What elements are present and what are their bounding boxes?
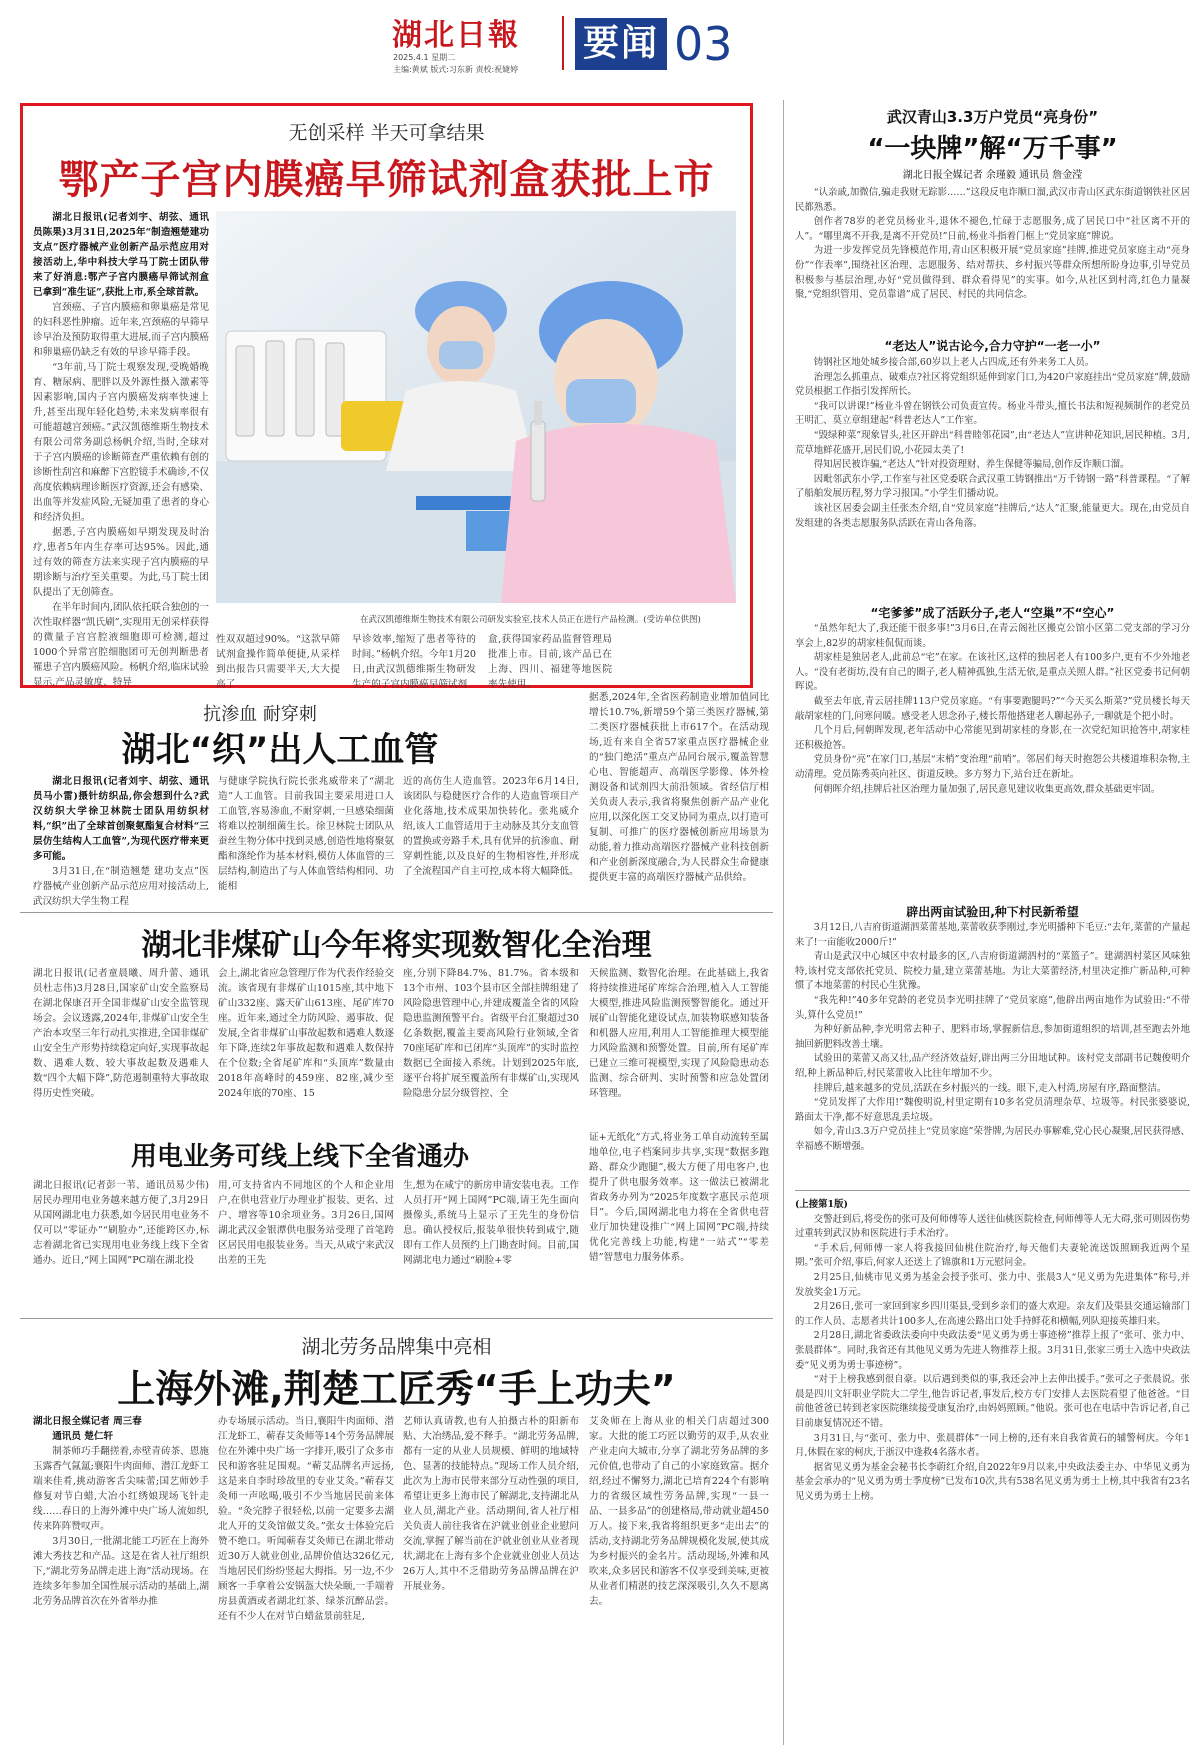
lead-paragraph: 宫颈癌、子宫内膜癌和卵巢癌是常见的妇科恶性肿瘤。近年来,宫颈癌的早筛早诊早治及预防取得重大进展,而子宫内膜癌和卵巢癌仍缺乏有效的早诊早筛手段。 [33, 302, 209, 358]
side-paragraph: 青山是武汉中心城区中农村最多的区,八吉府街道湖泗村的“菜篮子”。建湖泗村菜区风味独特,该村党支部依托党员、院校力量,建立菜蕾基地。为让大菜蕾经济,村里决定推广新品种,可种惯了本地菜蕾的村民心生犹豫。 [795, 951, 1190, 992]
section-name: 要闻 [575, 18, 667, 70]
page-number: 03 [674, 17, 733, 71]
lead-column-3: 早诊效率,缩短了患者等待的时间。”杨帆介绍。今年1月20日,由武汉凯德维斯生物研发生产的子宫内膜癌早筛试剂 [352, 634, 476, 690]
side-headline: “一块牌”解“万千事” [867, 134, 1118, 164]
vessel-paragraph: 湖北日报讯(记者刘宇、胡弦、通讯员马小雷)摄针纺织品,你会想到什么?武汉纺织大学徐卫林院士团队用纺织材料,“织”出了全球首创聚氨酯复合材料“三层仿生结构人工血管”,为现代医疗带来更多可能。 [33, 776, 209, 862]
vessel-paragraph: 3月31日,在“制造翘楚 建功支点”医疗器械产业创新产品示范应用对接活动上,武汉纺织大学生物工程 [33, 866, 209, 907]
side-byline: 湖北日报全媒记者 余瑾毅 通讯员 詹金滢 [902, 170, 1083, 181]
side-paragraph: 2月25日,仙桃市见义勇为基金会授予张可、张力中、张晨3人“见义勇为先进集体”称号,并发放奖金1万元。 [795, 1271, 1190, 1298]
side-paragraph: 如今,青山3.3万户党员挂上“党员家庭”荣誉牌,为居民办事解难,党心民心凝聚,居民获得感、幸福感不断增强。 [795, 1126, 1190, 1152]
vessel-subtitle: 抗渗血 耐穿刺 [203, 704, 317, 725]
side-paragraph: “手术后,何师傅一家人将我接回仙桃住院治疗,每天他们夫妻轮流送饭照顾我近两个星期。”张可介绍,事后,何家人还送上了锦旗和1万元慰问金。 [795, 1242, 1190, 1269]
section-divider [20, 1318, 773, 1319]
labor-paragraph: 制茶师巧手翻搓着,赤壁青砖茶、恩施玉露香气氤氲;襄阳牛肉面师、潜江龙虾工端来佳肴,挑动游客舌尖味蕾;国艺师妙手修复对节白蜡,大冶小红绣娘现场飞针走线……春日的上海外滩中央广场人流如织,传来阵阵赞叹声。 [33, 1446, 209, 1532]
side-paragraph: “毁绿种菜”现象冒头,社区开辟出“科普睦邻花园”,由“老达人”宣讲种花知识,居民种植。3月,荒草地鲜花盛开,居民们说,小花园太美了! [795, 429, 1190, 456]
mine-column-4: 天候监测、数智化治理。在此基础上,我省将持续推进尾矿库综合治理,植入人工智能大模型,推进风险监测预警智能化。通过开展矿山智能化建设试点,加装物联感知装备和机器人应用,利用人工智能推理大模型能力风险监测和预警处置。目前,所有尾矿库已建立三维可视模型,实现了风险隐患动态监测、综合研判、实时预警和应急处置闭环管理。 [589, 968, 769, 1099]
lead-column-2: 性双双超过90%。“这款早筛试剂盒操作简单便捷,从采样到出报告只需要半天,大大提高了 [216, 634, 340, 690]
side-intro [795, 186, 1190, 328]
labor-byline: 湖北日报全媒记者 周三春 [33, 1416, 142, 1427]
lead-subtitle: 无创采样 半天可拿结果 [288, 122, 485, 144]
side-paragraph: 胡家桂是独居老人,此前总“宅”在家。在该社区,这样的独居老人有100多户,更有不少外地老人。“没有老街坊,没有自己的圈子,老人精神孤独,生活无依,是重点关照人群。”社区党委书记何朝晖说。 [795, 652, 1190, 693]
section-divider [795, 1190, 1190, 1191]
power-headline: 用电业务可线上线下全省通办 [130, 1142, 469, 1172]
issue-info [393, 52, 518, 76]
side-paragraph: 为进一步发挥党员先锋模范作用,青山区积极开展“党员家庭”挂牌,推进党员家庭主动“亮身份”“作表率”,围绕社区治理、志愿服务、结对帮扶、乡村振兴等群众所想所盼身边事,引导党员积极参与基层治理,办好“党员做得到、群众看得见”的实事。如今,从社区到村湾,红色力量凝聚,“党组织管用、党员靠谱”成了居民、村民的共同信念。 [795, 245, 1190, 301]
side-kicker: 武汉青山3.3万户党员“亮身份” [886, 108, 1099, 126]
section-divider [20, 912, 773, 913]
side-section-heading: “宅爹爹”成了活跃分子,老人“空巢”不“空心” [870, 606, 1115, 620]
vessel-column-4: 据悉,2024年,全省医药制造业增加值同比增长10.7%,新增59个第三类医疗器械,第二类医疗器械获批上市617个。在活动现场,近有来自全省57家重点医疗器械企业的“独门绝活”重点产品同台展示,覆盖智慧心电、智能超声、高端医学影像、体外检测设备和试剂四大前沿领域。省经信厅相关负责人表示,我省将聚焦创新产品产业化应用,以深化医工交叉协同为重点,以打造可复制、可推广的医疗器械创新应用场景为动能,着力推动高端医疗器械产业科技创新和产业创新深度融合,为人民群众生命健康提供更丰富的高端医疗器械产品供给。 [589, 692, 769, 883]
labor-column-1 [33, 1414, 209, 1746]
side-paragraph: 该社区居委会副主任张杰介绍,自“党员家庭”挂牌后,“达人”汇聚,能量更大。现在,由党员自发组建的各类志愿服务队活跃在青山各角落。 [795, 502, 1190, 529]
mine-column-2: 会上,湖北省应急管理厅作为代表作经验交流。该省现有非煤矿山1015座,其中地下矿山332座、露天矿山613座、尾矿库70座。近年来,通过全力防风险、遏事故、促发展,全省非煤矿山事故起数和遇难人数逐年下降,连续2年事故起数和遇难人数保持在个位数;全省尾矿库和“头顶库”数量由2018年高峰时的459座、82座,减少至2024年底的70座、15 [218, 968, 394, 1099]
side-paragraph: “虽然年纪大了,我还能干很多事!”3月6日,在青云阁社区搬克公馆小区第二党支部的学习分享会上,82岁的胡家桂侃侃而谈。 [795, 623, 1190, 649]
side-paragraph: 3月12日,八吉府街道湖泗菜蕾基地,菜蕾收获季刚过,李光明播种下毛豆:“去年,菜蕾的产量起来了!一亩能收2000斤!” [795, 922, 1190, 948]
labor-headline: 上海外滩,荆楚工匠秀“手上功夫” [117, 1367, 676, 1411]
side-paragraph: 得知居民被诈骗,“老达人”针对投资理财、养生保健等骗局,创作反诈顺口溜。 [813, 459, 1130, 471]
power-column-3: 生,想为在咸宁的新房申请安装电表。工作人员打开“网上国网”PC端,请王先生面向摄像头,系统马上显示了王先生的身份信息。确认授权后,报装单很快转到咸宁,随即有工作人员预约上门勘查时间。目前,国网湖北电力通过“刷脸+零 [403, 1180, 579, 1266]
side-paragraph: 试验田的菜蕾又高又壮,品产经济效益好,辟出两三分田地试种。该村党支部副书记魏俊明介绍,种上新品种后,村民菜蕾收入比往年增加不少。 [795, 1053, 1190, 1079]
power-column-2: 用,可支持省内不同地区的个人和企业用户,在供电营业厅办理业扩报装、更名、过户、增容等10余项业务。3月26日,国网湖北武汉金银潭供电服务站受理了首笔跨区居民用电报装业务。当天,从咸宁来武汉出差的王先 [218, 1180, 394, 1266]
side-section-3 [795, 622, 1190, 892]
side-paragraph: 为种好新品种,李光明常去种子、肥料市场,掌握新信息,参加街道组织的培训,甚至跑去外地抽回新肥料改善土壤。 [795, 1024, 1190, 1050]
labor-column-3: 艺师认真请教,也有人拍摄古朴的阳新布贴、大冶绣品,爱不释手。“湖北劳务品牌,都有一定的从业人员规模、鲜明的地域特色、显著的技能特点。”现场工作人员介绍,此次为上海市民带来部分互动性强的项目,希望让更多上海市民了解湖北,支持湖北从业人员,湖北产业。活动期间,省人社厅相关负责人前往我省在沪就业创业企业慰问交流,掌握了解当前在沪就业创业从业者现状,湖北在上海有多个企业就业创业人员达26万人,其中不乏借助劳务品牌品牌在沪开展业务。 [403, 1416, 579, 1592]
masthead [0, 0, 1200, 95]
lead-column-4: 盒,获得国家药品监督管理局批准上市。目前,该产品已在上海、四川、福建等地医院率先使用。 [488, 634, 612, 690]
lead-paragraph: “3年前,马丁院士观察发现,受晚婚晚育、糖尿病、肥胖以及外源性摄入激素等因素影响,国内子宫内膜癌发病率快速上升,甚至出现年轻化趋势,未来发病率很有可能超越宫颈癌。”武汉凯德维斯生物技术有限公司常务副总杨帆介绍,当时,全球对于子宫内膜癌的诊断筛查严重依赖有创的诊断性刮宫和麻醉下宫腔镜手术确诊,不仅高度依赖病理诊断医疗资源,还会有感染、出血等并发症风险,无疑加重了患者的身心和经济负担。 [33, 362, 209, 523]
issue-date: 2025.4.1 星期二 [393, 53, 456, 62]
side-section-heading: 辟出两亩试验田,种下村民新希望 [906, 905, 1079, 919]
lab-photo [216, 211, 736, 603]
side-paragraph: 交警赶到后,将受伤的张可及何师傅等人送往仙桃医院检查,何师傅等人无大碍,张可则因伤势过重转到武汉协和医院进行手术治疗。 [795, 1213, 1190, 1240]
mine-headline: 湖北非煤矿山今年将实现数智化全治理 [141, 928, 652, 963]
side-paragraph: “我可以讲课!”杨业斗曾在钢铁公司负责宣传。杨业斗带头,擅长书法和短视频制作的老党员王明汇、莫立章组建起“科普老达人”工作室。 [795, 400, 1190, 427]
lead-paragraph: 据悉,子宫内膜癌如早期发现及时治疗,患者5年内生存率可达95%。因此,通过有效的筛查方法来实现子宫内膜癌的早期诊断与治疗至关重要。为此,马丁院士团队提出了无创筛查。 [33, 527, 209, 598]
labor-byline: 通讯员 楚仁轩 [52, 1431, 114, 1442]
vessel-column-1 [33, 774, 209, 907]
side-paragraph: 截至去年底,青云居挂牌113户党员家庭。“有事要跑腿吗?”“今天买么斯菜?”党员楼长每天敲胡家桂的门,问寒问暖。感受老人思念孙子,楼长帮他搭建老人聊起孙子,一聊就是个把小时。 [795, 695, 1190, 722]
lead-paragraph: 在半年时间内,团队依托联合独创的一次性取样器“凯氏刷”,实现用无创采样获得的微量子宫宫腔液细胞即可检测,超过1000个异常宫腔细胞团可无创判断患者罹患子宫内膜癌风险。杨帆介绍,临床试验显示,产品灵敏度、特异 [33, 602, 209, 688]
side-continued-story [795, 1198, 1190, 1746]
mine-column-3: 座,分别下降84.7%、81.7%。省本级和13个市州、103个县市区全部挂牌组建了风险隐患管理中心,并建成覆盖全省的风险隐患监测预警平台。省级平台汇聚超过30亿条数据,覆盖主要高风险行业领域,全省70座尾矿库和已闭库“头顶库”的实时监控数据已全面接入系统。计划到2025年底,逐平台将扩展至覆盖所有非煤矿山,实现风险隐患分层分级管控、全 [403, 968, 579, 1099]
labor-column-4: 艾灸师在上海从业的相关门店超过300家。大批的能工巧匠以勤劳的双手,从农业产业走向大城市,分享了湖北劳务品牌的多元价值,也带动了自己的小家庭致富。据介绍,经过不懈努力,湖北已培育224个有影响力的省级区域性劳务品牌,实现“一县一品、一县多品”的创建格局,带动就业超450万人。接下来,我省将组织更多“走出去”的活动,支持湖北劳务品牌规模化发展,使其成为乡村振兴的金名片。活动现场,外滩和风吹来,众多居民和游客不仅享受到美味,更被从业者们精湛的技艺深深吸引,久久不愿离去。 [589, 1416, 769, 1607]
side-paragraph: “对于上榜我感到很自豪。以后遇到类似的事,我还会冲上去伸出援手。”张可之子张晨说。张晨是四川文轩职业学院大二学生,他告诉记者,事发后,校方专门安排人去医院看望了他爸爸。“目前他爸爸已转到老家医院继续接受康复治疗,由妈妈照顾。”他说。张可也在电话中告诉记者,自己目前康复情况还不错。 [795, 1374, 1190, 1429]
side-paragraph: 创作者78岁的老党员杨业斗,退休不褪色,忙碌于志愿服务,成了居民口中“社区离不开的人”。“哪里离不开我,是离不开党员!”日前,杨业斗指着门框上“党员家庭”牌说。 [795, 216, 1190, 242]
side-paragraph: 几个月后,何朝晖发现,老年活动中心常能见到胡家桂的身影,在一次党纪知识抢答中,胡家桂还积极抢答。 [795, 725, 1190, 751]
side-paragraph: 2月26日,张可一家回到家乡四川渠县,受到乡亲们的盛大欢迎。亲友们及渠县交通运输部门的工作人员、志愿者共计100多人,在高速公路出口处手持鲜花和横幅,列队迎接英雄归来。 [795, 1301, 1190, 1327]
side-paragraph: “我先种!”40多年党龄的老党员李光明挂牌了“党员家庭”,他辟出两亩地作为试验田:“不带头,算什么党员!” [795, 994, 1190, 1021]
labor-subtitle: 湖北劳务品牌集中亮相 [301, 1336, 492, 1358]
photo-caption: 在武汉凯德维斯生物技术有限公司研发实验室,技术人员正在进行产品检测。(受访单位供图) [360, 615, 701, 625]
side-paragraph: 党员身份“亮”在家门口,基层“末梢”变治理“前哨”。邻居们每天时抱怨公共楼道堆积杂物,主动清理。党员陈秀英向社区、街道反映。多方努力下,站台迁在新址。 [795, 754, 1190, 780]
labor-paragraph: 3月30日,一批湖北能工巧匠在上海外滩大秀技艺和产品。这是在省人社厅组织下,“湖北劳务品牌走进上海”活动现场。在连续多年参加全国性展示活动的基础上,湖北劳务品牌首次在外省举办推 [33, 1536, 209, 1607]
vessel-column-2: 与健康学院执行院长张兆威带来了“湖北造”人工血管。目前我国主要采用进口人工血管,容易渗血,不耐穿刺,一旦感染细菌将难以控制细菌生长。徐卫林院士团队从蚕丝生物分体中找到灵感,创造性地将聚氨酯和涤纶作为基本材料,模仿人体血管的三层结构,制造出了与人体血管结构相同、功能相 [218, 776, 394, 892]
side-paragraph: 2月28日,湖北省委政法委向中央政法委“见义勇为勇士事迹榜”推荐上报了“张可、张力中、张晨群体”。同时,我省还有其他见义勇为先进人物推荐上报。3月31日,张家三勇士入选中央政法委“见义勇为勇士事迹榜”。 [795, 1330, 1190, 1371]
labor-column-2: 办专场展示活动。当日,襄阳牛肉面师、潜江龙虾工、蕲春艾灸师等14个劳务品牌展位在外滩中央广场一字排开,吸引了众多市民和游客驻足围观。“蕲艾品牌名声远扬,这是来自李时珍故里的专业艾灸。”蕲春艾灸师一声吆喝,吸引不少当地居民前来体验。“灸完脖子很轻松,以前一定要多去湖北人开的艾灸馆做艾灸。”张女士体验完后赞不绝口。听闻蕲春艾灸师已在湖北带动近30万人就业创业,品牌价值达326亿元,当地居民们纷纷竖起大拇指。另一边,不少顾客一手拿着公安锅盔大快朵颐,一手端着房县黄酒或者湖北红茶、绿茶沉醉品尝。还有不少人在对节白蜡盆景前驻足, [218, 1416, 394, 1622]
lead-paragraph: 湖北日报讯(记者刘宇、胡弦、通讯员陈果)3月31日,2025年“制造翘楚建功支点”医疗器械产业创新产品示范应用对接活动上,华中科技大学马丁院士团队带来了好消息:鄂产子宫内膜癌早筛试剂盒已拿到“准生证”,获批上市,系全球首款。 [33, 212, 209, 298]
vessel-column-3: 近的高仿生人造血管。2023年6月14日,该团队与稳健医疗合作的人造血管项目产业化落地,技术成果加快转化。张兆威介绍,该人工血管适用于主动脉及其分支血管的置换或旁路手术,具有优异的抗渗血、耐穿刺性能,以及良好的生物相容性,并形成了全流程国产自主可控,成本将大幅降低。 [403, 776, 579, 877]
side-paragraph: 治理怎么抓重点、破难点?社区将党组织延伸到家门口,为420户家庭挂出“党员家庭”牌,鼓励党员根据工作指引发挥所长。 [795, 371, 1190, 398]
side-paragraph: 铸钢社区地处城乡接合部,60岁以上老人占四成,还有外来务工人员。 [813, 357, 1095, 368]
lead-column-1 [33, 210, 209, 688]
side-section-heading: “老达人”说古论今,合力守护“一老一小” [884, 339, 1101, 353]
lead-headline: 鄂产子宫内膜癌早筛试剂盒获批上市 [58, 157, 715, 203]
side-paragraph: 何朝晖介绍,挂牌后社区治理力量加强了,居民意见建议收集更高效,群众基础更牢固。 [813, 783, 1161, 795]
newspaper-logo: 湖北日報 [392, 18, 520, 53]
power-column-1: 湖北日报讯(记者彭一苇、通讯员易少伟)居民办理用电业务越来越方便了,3月29日从国网湖北电力获悉,如今居民用电业务不仅可以“零证办”“刷脸办”,还能跨区办,标志着湖北省已实现用电业务线上线下全省通办。近日,“网上国网”PC端在湖北投 [33, 1180, 209, 1266]
lab-illustration [216, 211, 736, 603]
side-paragraph: 3月31日,与“张可、张力中、张晨群体”一同上榜的,还有来自我省黄石的辅警柯庆。今年1月,休假在家的柯庆,于浙汉中逢救4名落水者。 [795, 1432, 1190, 1459]
editor-credits: 主编:黄斌 版式:习东新 责校:祝婕婷 [393, 65, 519, 74]
column-rule [783, 100, 784, 1745]
side-paragraph: 挂牌后,越来越多的党员,活跃在乡村振兴的一线。眼下,走入村湾,房屋有序,路面整洁。 [813, 1082, 1167, 1094]
side-paragraph: 据省见义勇为基金会秘书长李蔚红介绍,自2022年9月以来,中央政法委主办、中华见义勇为基金会承办的“见义勇为勇士季度榜”已发布10次,共有538名见义勇为勇士上榜,其中我省有23名见义勇为勇士上榜。 [795, 1461, 1190, 1502]
side-section-4 [795, 921, 1190, 1183]
side-paragraph: “认亲戚,加微信,骗走我财无踪影……”这段反电诈顺口溜,武汉市青山区武东街道钢铁社区居民都熟悉。 [795, 187, 1190, 213]
vessel-headline: 湖北“织”出人工血管 [121, 730, 439, 770]
mine-column-1: 湖北日报讯(记者童晨曦、周升蕾、通讯员杜志伟)3月28日,国家矿山安全监察局在湖北保康召开全国非煤矿山安全监管现场会。会议透露,2024年,非煤矿山安全生产治本攻坚三年行动扎实推进,全国非煤矿山安全生产形势持续稳定向好,实现事故起数、遇难人数、较大事故起数及遇难人数“四个大幅下降”,防范遏制重特大事故取得历史性突破。 [33, 968, 209, 1099]
masthead-divider [562, 16, 564, 70]
side-section-2 [795, 356, 1190, 584]
side-paragraph: 因毗邻武东小学,工作室与社区党委联合武汉重工铸钢推出“万千铸钢一路”科普课程。“了解了船舶发展历程,努力学习报国。”小学生们播动说。 [795, 473, 1190, 500]
side-paragraph: “党员发挥了大作用!”魏俊明说,村里定期有10多名党员清理杂草、垃圾等。村民张婆婆说,路面太干净,都不好意思乱丢垃圾。 [795, 1097, 1190, 1123]
power-column-4: 证+无纸化”方式,将业务工单自动流转至属地单位,电子档案同步共享,实现“数据多跑路、群众少跑腿”,极大方便了用电客户,也提升了供电服务效率。这一做法已被湖北省政务办列为“2025年度数字惠民示范项目”。今后,国网湖北电力将在全省供电营业厅加快建设推广“网上国网”PC端,持续优化完善线上功能,构建“一站式”“零差错”智慧电力服务体系。 [589, 1132, 769, 1263]
continued-from-label: (上接第1版) [795, 1199, 848, 1210]
